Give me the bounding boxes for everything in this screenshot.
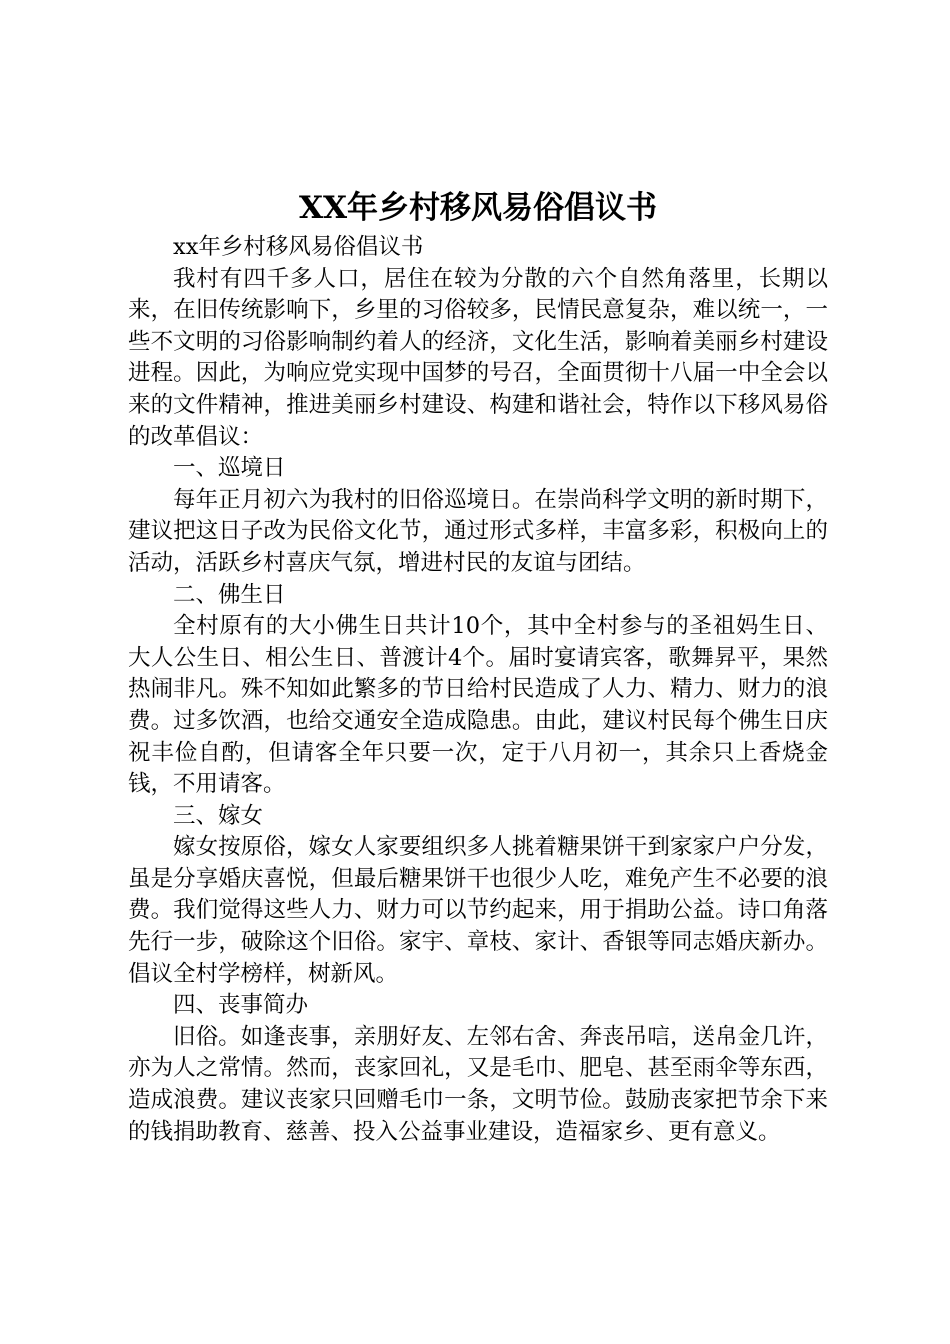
section-paragraph-2: 全村原有的大小佛生日共计10个，其中全村参与的圣祖妈生日、大人公生日、相公生日、普渡计4个。届时宴请宾客，歌舞昇平，果然热闹非凡。殊不知如此繁多的节日给村民造成了人力、精力、财力的浪费。过多饮酒，也给交通安全造成隐患。由此，建议村民每个佛生日庆祝丰俭自酌，但请客全年只要一次，定于八月初一，其余只上香烧金钱，不用请客。: [128, 613, 828, 798]
section-heading-2: 二、佛生日: [173, 581, 286, 608]
document-page: [128, 186, 828, 1148]
subtitle-paragraph: xx年乡村移风易俗倡议书: [173, 234, 424, 260]
section-heading-1: 一、巡境日: [173, 455, 286, 482]
document-body: [128, 232, 828, 1148]
intro-paragraph: 我村有四千多人口，居住在较为分散的六个自然角落里，长期以来，在旧传统影响下，乡里的习俗较多，民情民意复杂，难以统一，一些不文明的习俗影响制约着人的经济，文化生活，影响着美丽乡村建设进程。因此，为响应党实现中国梦的号召，全面贯彻十八届一中全会以来的文件精神，推进美丽乡村建设、构建和谐社会，特作以下移风易俗的改革倡议：: [128, 265, 828, 450]
document-title: XX年乡村移风易俗倡议书: [298, 190, 658, 226]
section-heading-3: 三、嫁女: [173, 802, 264, 829]
section-paragraph-3: 嫁女按原俗，嫁女人家要组织多人挑着糖果饼干到家家户户分发，虽是分享婚庆喜悦，但最后糖果饼干也很少人吃，难免产生不必要的浪费。我们觉得这些人力、财力可以节约起来，用于捐助公益。诗口角落先行一步，破除这个旧俗。家宇、章枝、家计、香银等同志婚庆新办。倡议全村学榜样，树新风。: [128, 834, 828, 987]
section-heading-4: 四、丧事简办: [173, 992, 309, 1019]
section-paragraph-1: 每年正月初六为我村的旧俗巡境日。在崇尚科学文明的新时期下，建议把这日子改为民俗文化节，通过形式多样，丰富多彩，积极向上的活动，活跃乡村喜庆气氛，增进村民的友谊与团结。: [128, 486, 828, 576]
section-paragraph-4: 旧俗。如逢丧事，亲朋好友、左邻右舍、奔丧吊唁，送帛金几许，亦为人之常情。然而，丧家回礼，又是毛巾、肥皂、甚至雨伞等东西，造成浪费。建议丧家只回赠毛巾一条，文明节俭。鼓励丧家把节余下来的钱捐助教育、慈善、投入公益事业建设，造福家乡、更有意义。: [128, 1023, 828, 1145]
